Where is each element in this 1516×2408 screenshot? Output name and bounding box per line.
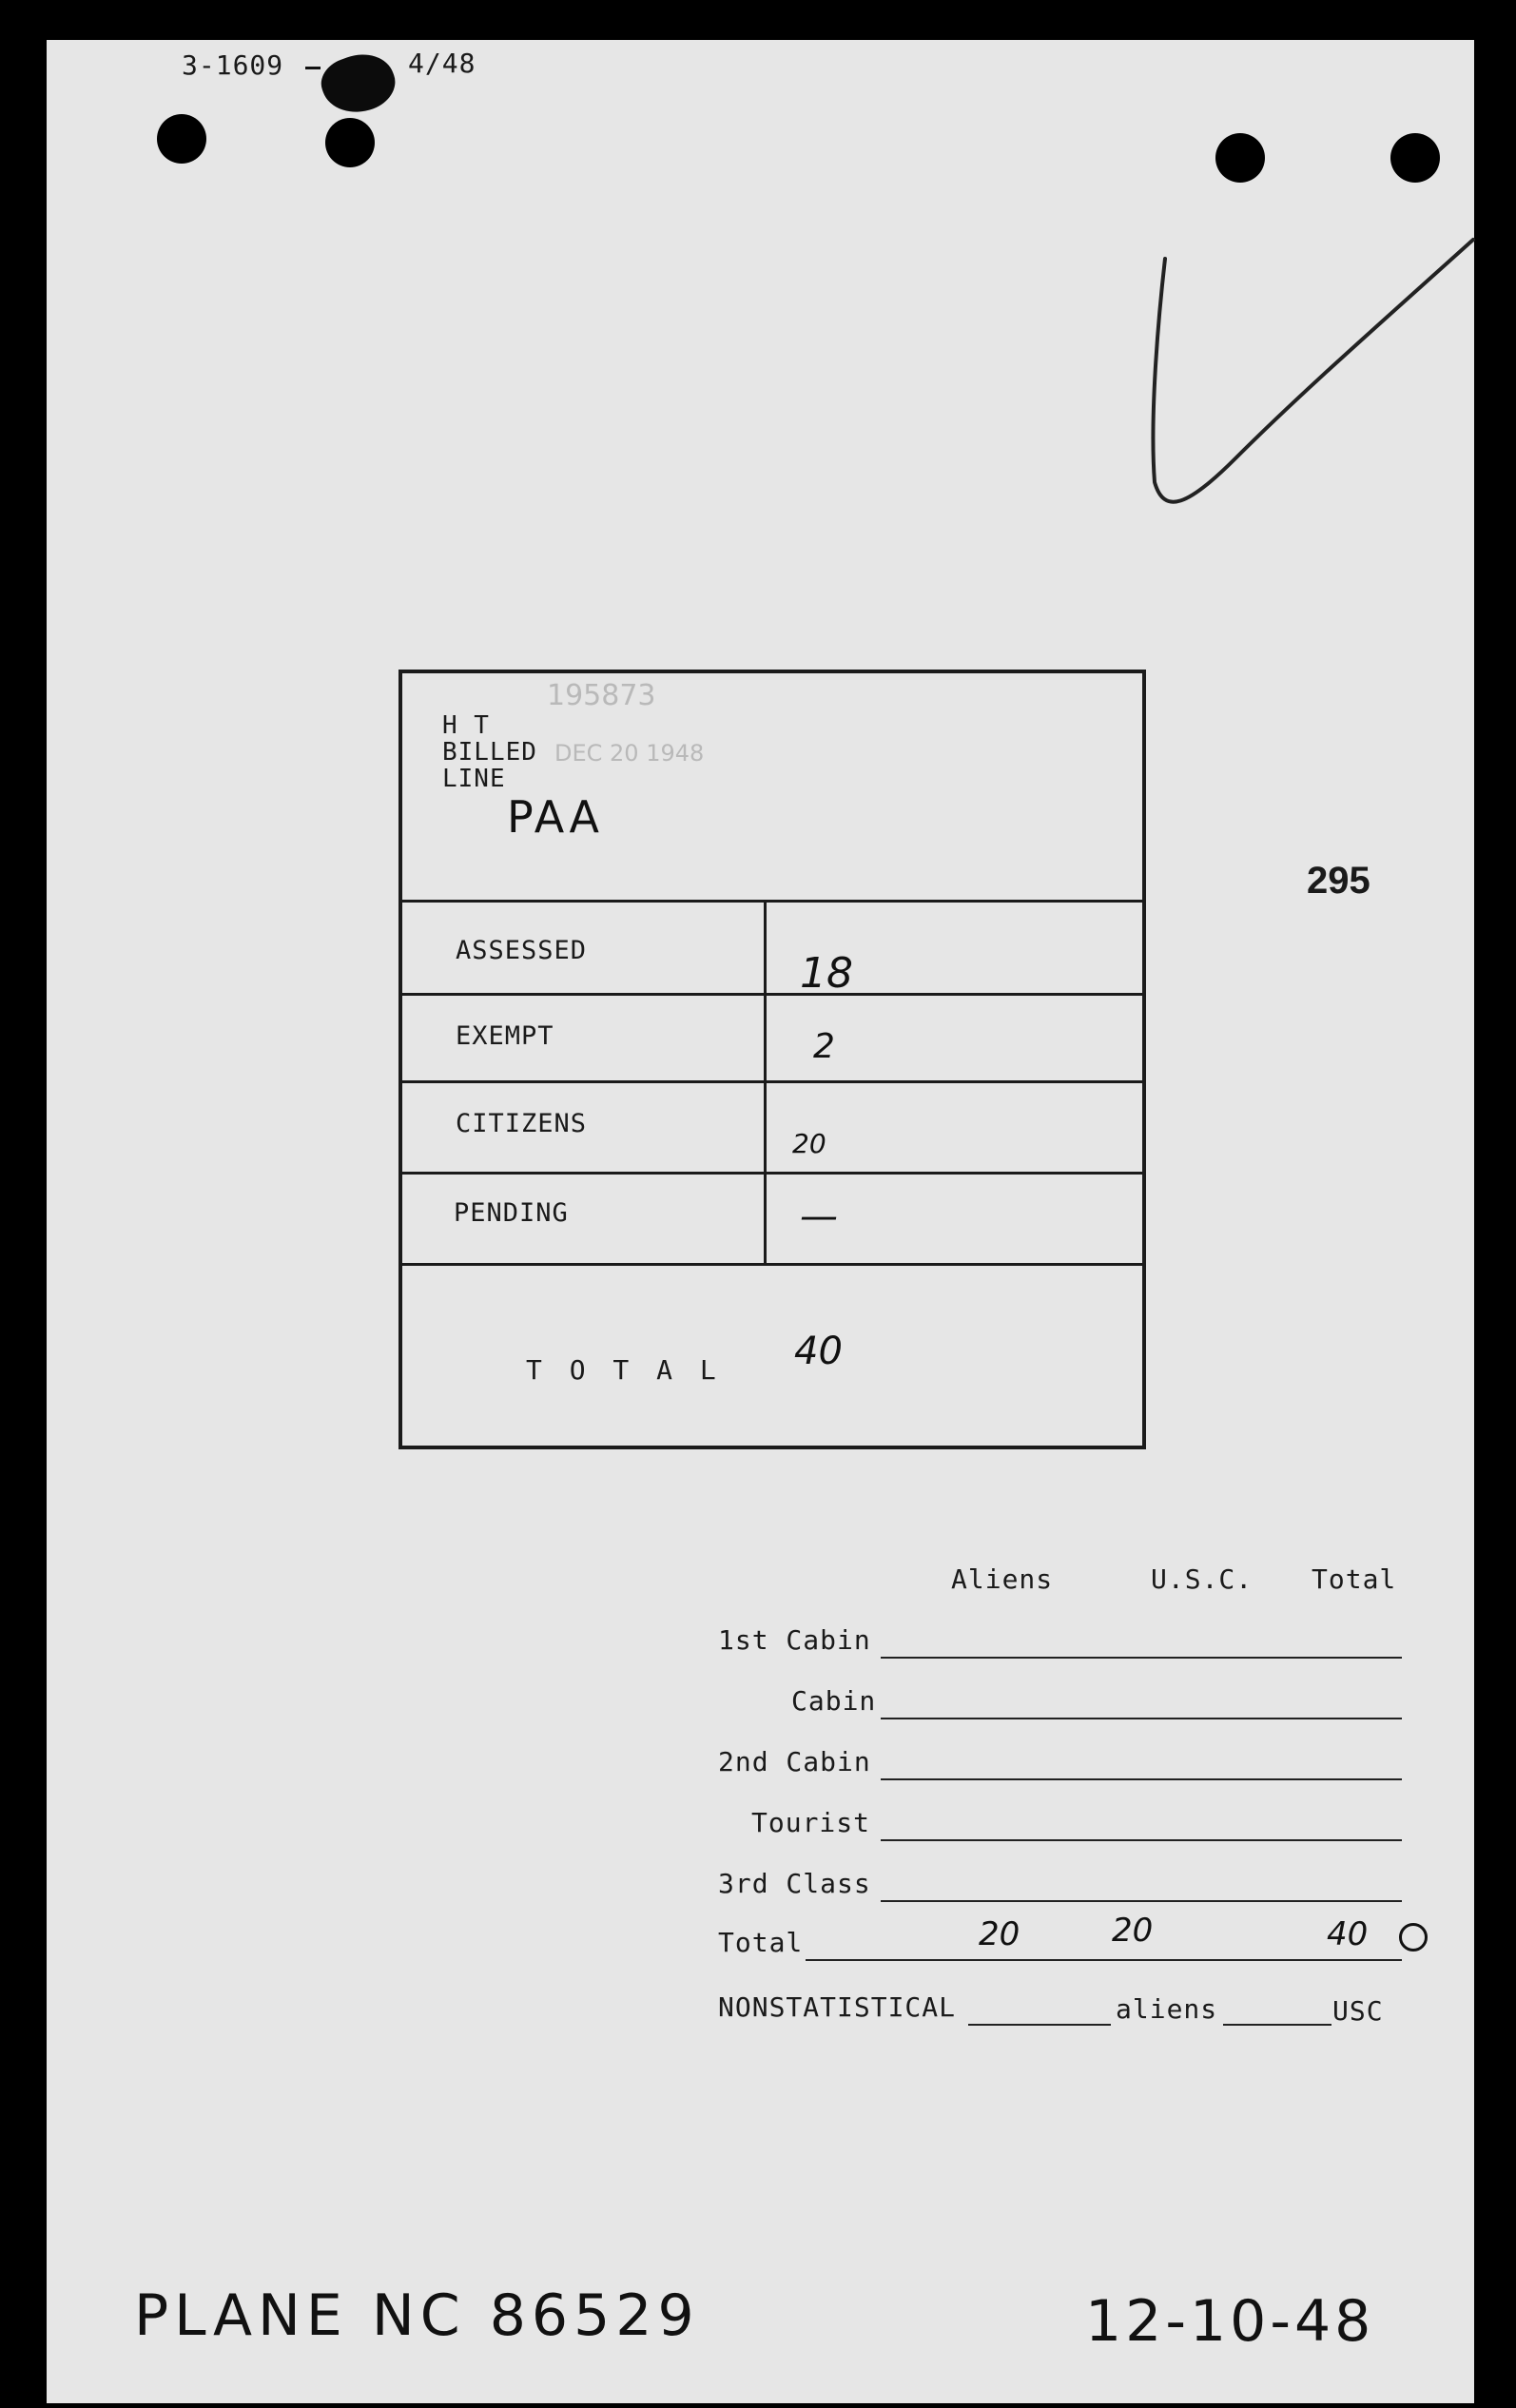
dash-mark [305, 67, 321, 69]
punch-hole-left-1 [157, 114, 206, 164]
row-label-2nd-cabin: 2nd Cabin [718, 1746, 871, 1777]
citizens-label: CITIZENS [456, 1109, 588, 1138]
nonstat-aliens-label: aliens [1116, 1993, 1218, 2025]
citizens-value: 20 [792, 1128, 826, 1159]
total-value: 40 [794, 1330, 843, 1373]
plane-number: PLANE NC 86529 [134, 2282, 700, 2349]
ink-blot [315, 45, 402, 123]
billed-label: BILLED [442, 738, 537, 767]
row-label-total: Total [718, 1927, 804, 1958]
date-fragment: 4/48 [408, 48, 476, 79]
line-value: PAA [507, 791, 604, 843]
total-usc-value: 20 [1112, 1912, 1154, 1950]
row-line-cabin [881, 1718, 1402, 1719]
row-label-3rd-class: 3rd Class [718, 1868, 871, 1899]
footer-date: 12-10-48 [1085, 2288, 1375, 2355]
row-line-3rd-class [881, 1900, 1402, 1902]
row-line-1st-cabin [881, 1657, 1402, 1659]
row-line-total [806, 1959, 1402, 1961]
box-divider-1 [402, 993, 1142, 996]
row-line-tourist [881, 1839, 1402, 1841]
box-divider-2 [402, 1080, 1142, 1083]
document-page [47, 40, 1474, 2403]
nonstat-usc-label: USC [1332, 1995, 1384, 2027]
col-aliens: Aliens [951, 1563, 1054, 1595]
exempt-label: EXEMPT [456, 1021, 554, 1051]
assessed-label: ASSESSED [456, 936, 588, 965]
exempt-value: 2 [813, 1027, 835, 1066]
page-number: 295 [1307, 860, 1370, 902]
total-label: T O T A L [526, 1354, 722, 1386]
billing-box [398, 670, 1146, 1449]
check-mark-icon [1131, 230, 1483, 553]
assessed-value: 18 [800, 949, 853, 998]
ht-label: H T [442, 711, 490, 740]
billed-stamp-number: 195873 [547, 679, 656, 712]
circle-mark-icon [1399, 1923, 1428, 1952]
row-label-1st-cabin: 1st Cabin [718, 1624, 871, 1656]
pending-value: — [800, 1194, 838, 1238]
row-line-2nd-cabin [881, 1778, 1402, 1780]
row-label-tourist: Tourist [751, 1807, 871, 1838]
row-label-cabin: Cabin [791, 1685, 877, 1717]
box-divider-top [402, 900, 1142, 903]
form-number: 3-1609 [182, 49, 284, 81]
punch-hole-left-2 [325, 118, 375, 167]
col-total: Total [1312, 1563, 1397, 1595]
nonstat-usc-line [1223, 2024, 1331, 2026]
punch-hole-right-1 [1215, 133, 1265, 183]
box-divider-4 [402, 1263, 1142, 1266]
total-total-value: 40 [1327, 1915, 1369, 1953]
nonstat-aliens-line [968, 2024, 1111, 2026]
punch-hole-right-2 [1390, 133, 1440, 183]
total-aliens-value: 20 [979, 1915, 1020, 1953]
billed-stamp-date: DEC 20 1948 [554, 740, 705, 767]
box-divider-3 [402, 1172, 1142, 1175]
col-usc: U.S.C. [1151, 1563, 1254, 1595]
nonstat-label: NONSTATISTICAL [718, 1991, 957, 2023]
line-label: LINE [442, 765, 506, 793]
pending-label: PENDING [454, 1198, 569, 1228]
